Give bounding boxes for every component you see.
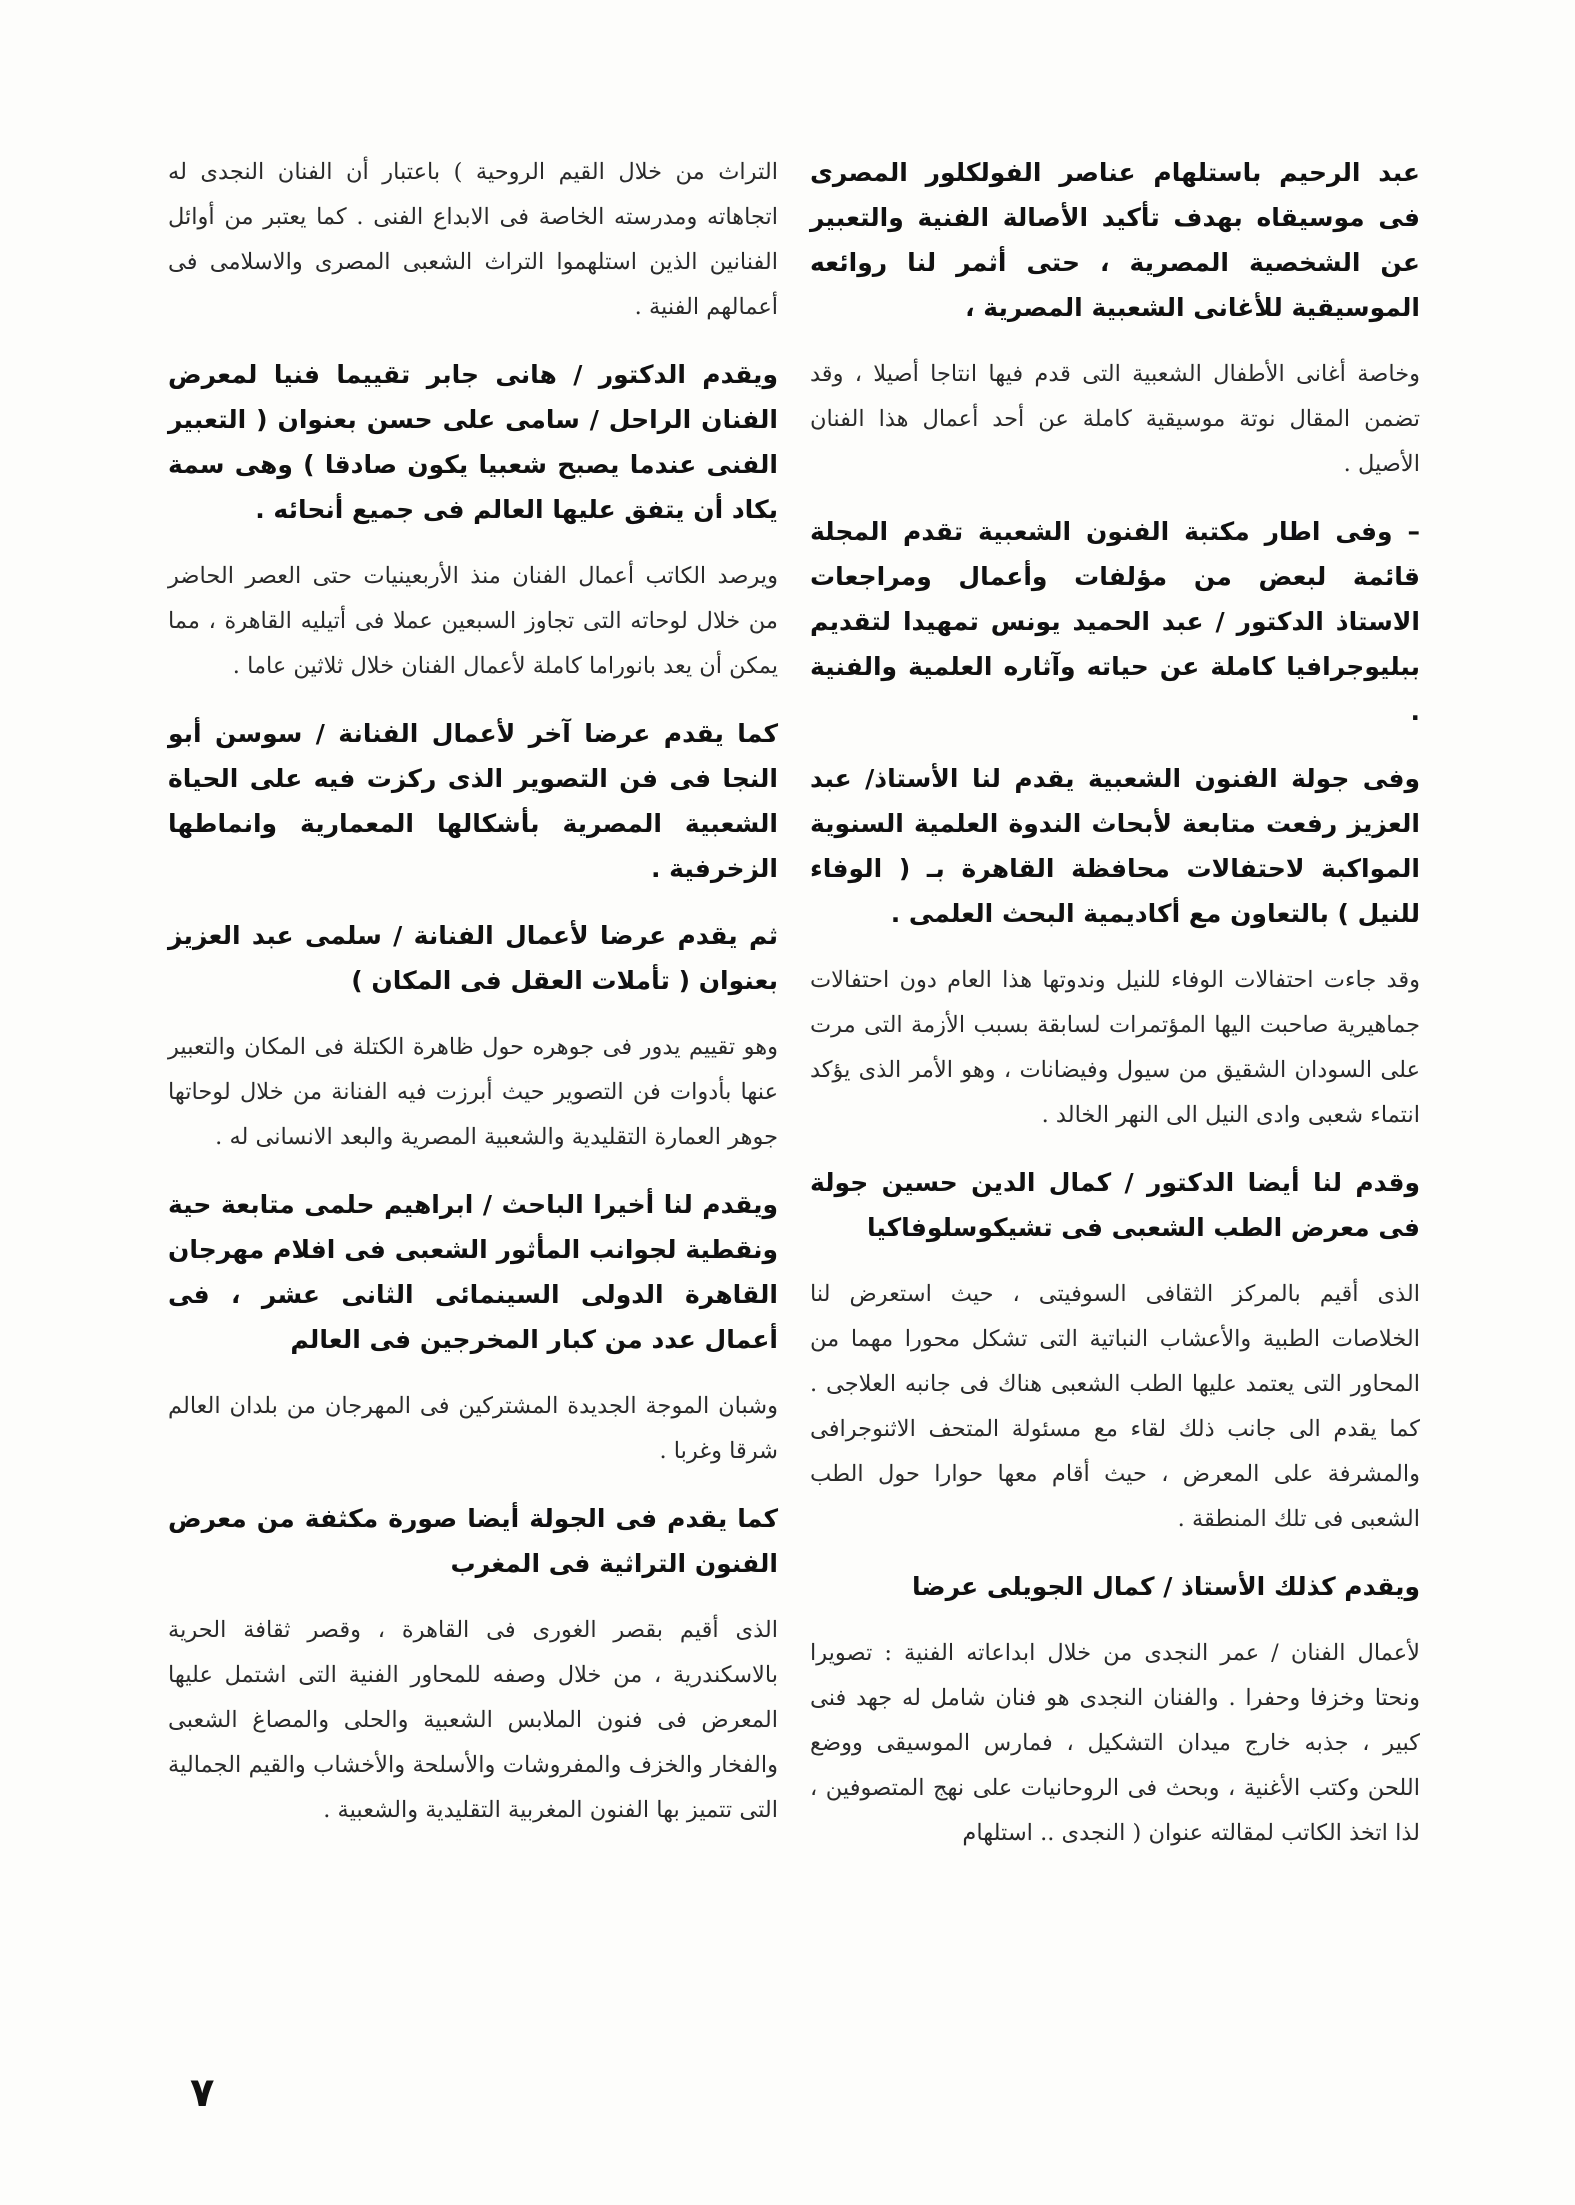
paragraph: لأعمال الفنان / عمر النجدى من خلال ابداعاته الفنية : تصويرا ونحتا وخزفا وحفرا . والفنان النجدى هو فنان شامل له جهد فنى كبير ، جذبه خارج ميدان التشكيل ، فمارس الموسيقى ووضع اللحن وكتب الأغنية ، وبحث فى الروحانيات على نهج المتصوفين ، لذا اتخذ الكاتب لمقالته عنوان ( النجدى .. استلهام [810, 1640, 1420, 1846]
paragraph: ثم يقدم عرضا لأعمال الفنانة / سلمى عبد العزيز بعنوان ( تأملات العقل فى المكان ) [168, 921, 778, 995]
paragraph: ويرصد الكاتب أعمال الفنان منذ الأربعينيات حتى العصر الحاضر من خلال لوحاته التى تجاوز السبعين عملا فى أتيليه القاهرة ، مما يمكن أن يعد بانوراما كاملة لأعمال الفنان خلال ثلاثين عاما . [168, 563, 778, 679]
paragraph: الذى أقيم بالمركز الثقافى السوفيتى ، حيث استعرض لنا الخلاصات الطبية والأعشاب النباتية التى تشكل محورا مهما من المحاور التى يعتمد عليها الطب الشعبى هناك فى جانبه العلاجى . كما يقدم الى جانب ذلك لقاء مع مسئولة المتحف الاثنوجرافى والمشرفة على المعرض ، حيث أقام معها حوارا حول الطب الشعبى فى تلك المنطقة . [810, 1281, 1420, 1532]
paragraph: وفى جولة الفنون الشعبية يقدم لنا الأستاذ/ عبد العزيز رفعت متابعة لأبحاث الندوة العلمية السنوية المواكبة لاحتفالات محافظة القاهرة بـ ( الوفاء للنيل ) بالتعاون مع أكاديمية البحث العلمى . [810, 764, 1420, 928]
paragraph: وهو تقييم يدور فى جوهره حول ظاهرة الكتلة فى المكان والتعبير عنها بأدوات فن التصوير حيث أبرزت فيه الفنانة من خلال لوحاتها جوهر العمارة التقليدية والشعبية المصرية والبعد الانسانى له . [168, 1034, 778, 1150]
paragraph: كما يقدم فى الجولة أيضا صورة مكثفة من معرض الفنون التراثية فى المغرب [168, 1504, 778, 1578]
paragraph: وقدم لنا أيضا الدكتور / كمال الدين حسين جولة فى معرض الطب الشعبى فى تشيكوسلوفاكيا [810, 1168, 1420, 1242]
text-column-right [810, 150, 1420, 1878]
paragraph: ويقدم الدكتور / هانى جابر تقييما فنيا لمعرض الفنان الراحل / سامى على حسن بعنوان ( التعبير الفنى عندما يصبح شعبيا يكون صادقا ) وهى سمة يكاد أن يتفق عليها العالم فى جميع أنحائه . [168, 360, 778, 524]
text-column-left [168, 150, 778, 1855]
paragraph: الذى أقيم بقصر الغورى فى القاهرة ، وقصر ثقافة الحرية بالاسكندرية ، من خلال وصفه للمحاور الفنية التى اشتمل عليها المعرض فى فنون الملابس الشعبية والحلى والمصاغ الشعبى والفخار والخزف والمفروشات والأسلحة والأخشاب والقيم الجمالية التى تتميز بها الفنون المغربية التقليدية والشعبية . [168, 1617, 778, 1823]
paragraph: وخاصة أغانى الأطفال الشعبية التى قدم فيها انتاجا أصيلا ، وقد تضمن المقال نوتة موسيقية كاملة عن أحد أعمال هذا الفنان الأصيل . [810, 361, 1420, 477]
paragraph: التراث من خلال القيم الروحية ) باعتبار أن الفنان النجدى له اتجاهاته ومدرسته الخاصة فى الابداع الفنى . كما يعتبر من أوائل الفنانين الذين استلهموا التراث الشعبى المصرى والاسلامى فى أعمالهم الفنية . [168, 159, 778, 320]
paragraph: – وفى اطار مكتبة الفنون الشعبية تقدم المجلة قائمة لبعض من مؤلفات وأعمال ومراجعات الاستاذ الدكتور / عبد الحميد يونس تمهيدا لتقديم ببليوجرافيا كاملة عن حياته وآثاره العلمية والفنية . [810, 517, 1420, 726]
paragraph: ويقدم كذلك الأستاذ / كمال الجويلى عرضا [912, 1572, 1420, 1601]
paragraph: عبد الرحيم باستلهام عناصر الفولكلور المصرى فى موسيقاه بهدف تأكيد الأصالة الفنية والتعبير عن الشخصية المصرية ، حتى أثمر لنا روائعه الموسيقية للأغانى الشعبية المصرية ، [810, 158, 1420, 322]
paragraph: ويقدم لنا أخيرا الباحث / ابراهيم حلمى متابعة حية ونقطية لجوانب المأثور الشعبى فى افلام مهرجان القاهرة الدولى السينمائى الثانى عشر ، فى أعمال عدد من كبار المخرجين فى العالم [168, 1190, 778, 1354]
page-number: ٧ [190, 2070, 215, 2116]
paragraph: كما يقدم عرضا آخر لأعمال الفنانة / سوسن أبو النجا فى فن التصوير الذى ركزت فيه على الحياة الشعبية المصرية بأشكالها المعمارية وانماطها الزخرفية . [168, 719, 778, 883]
paragraph: وقد جاءت احتفالات الوفاء للنيل وندوتها هذا العام دون احتفالات جماهيرية صاحبت اليها المؤتمرات لسابقة بسبب الأزمة التى مرت على السودان الشقيق من سيول وفيضانات ، وهو الأمر الذى يؤكد انتماء شعبى وادى النيل الى النهر الخالد . [810, 967, 1420, 1128]
paragraph: وشبان الموجة الجديدة المشتركين فى المهرجان من بلدان العالم شرقا وغربا . [168, 1393, 778, 1464]
